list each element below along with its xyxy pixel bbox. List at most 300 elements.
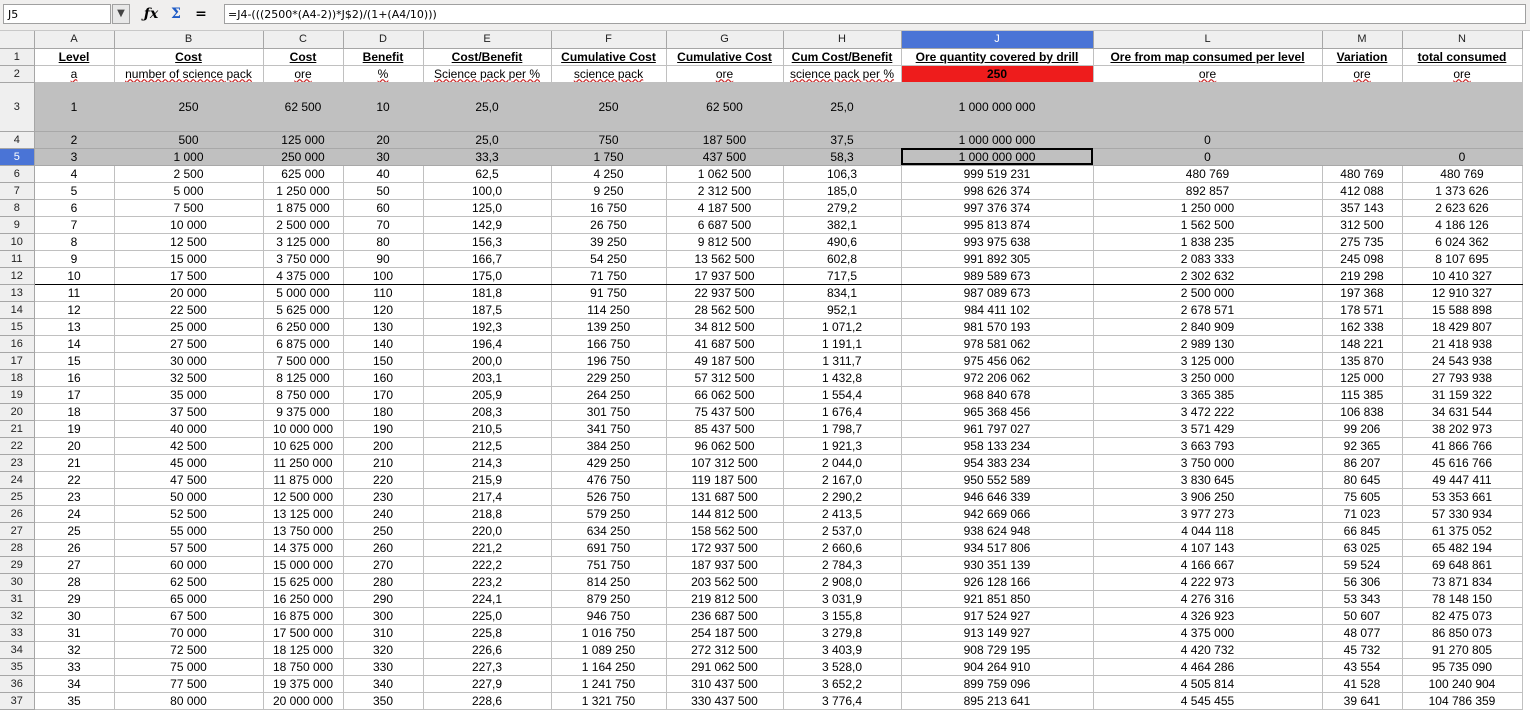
cell-d7[interactable]: 50 [343, 182, 423, 199]
cell-g22[interactable]: 96 062 500 [666, 437, 783, 454]
column-header-a[interactable]: A [34, 31, 114, 48]
cell-c7[interactable]: 1 250 000 [263, 182, 343, 199]
cell-m14[interactable]: 178 571 [1322, 301, 1402, 318]
cell-h5[interactable]: 58,3 [783, 148, 901, 165]
cell-l12[interactable]: 2 302 632 [1093, 267, 1322, 284]
cell-n29[interactable]: 69 648 861 [1402, 556, 1522, 573]
cell-g15[interactable]: 34 812 500 [666, 318, 783, 335]
cell-g34[interactable]: 272 312 500 [666, 641, 783, 658]
cell-d1[interactable]: Benefit [343, 48, 423, 65]
cell-j28[interactable]: 934 517 806 [901, 539, 1093, 556]
cell-m4[interactable] [1322, 131, 1402, 148]
cell-b15[interactable]: 25 000 [114, 318, 263, 335]
cell-c4[interactable]: 125 000 [263, 131, 343, 148]
cell-h30[interactable]: 2 908,0 [783, 573, 901, 590]
cell-m23[interactable]: 86 207 [1322, 454, 1402, 471]
cell-j19[interactable]: 968 840 678 [901, 386, 1093, 403]
cell-d31[interactable]: 290 [343, 590, 423, 607]
cell-f4[interactable]: 750 [551, 131, 666, 148]
cell-n26[interactable]: 57 330 934 [1402, 505, 1522, 522]
cell-m18[interactable]: 125 000 [1322, 369, 1402, 386]
cell-b21[interactable]: 40 000 [114, 420, 263, 437]
cell-m28[interactable]: 63 025 [1322, 539, 1402, 556]
cell-d33[interactable]: 310 [343, 624, 423, 641]
cell-f31[interactable]: 879 250 [551, 590, 666, 607]
cell-j14[interactable]: 984 411 102 [901, 301, 1093, 318]
cell-a11[interactable]: 9 [34, 250, 114, 267]
cell-g32[interactable]: 236 687 500 [666, 607, 783, 624]
cell-m1[interactable]: Variation [1322, 48, 1402, 65]
row-header-3[interactable]: 3 [0, 82, 34, 131]
cell-c13[interactable]: 5 000 000 [263, 284, 343, 301]
cell-a1[interactable]: Level [34, 48, 114, 65]
cell-d8[interactable]: 60 [343, 199, 423, 216]
cell-d20[interactable]: 180 [343, 403, 423, 420]
cell-b16[interactable]: 27 500 [114, 335, 263, 352]
cell-e9[interactable]: 142,9 [423, 216, 551, 233]
formula-input[interactable]: =J4-(((2500*(A4-2))*J$2)/(1+(A4/10))) [224, 4, 1526, 24]
cell-l11[interactable]: 2 083 333 [1093, 250, 1322, 267]
cell-h31[interactable]: 3 031,9 [783, 590, 901, 607]
cell-n6[interactable]: 480 769 [1402, 165, 1522, 182]
cell-c22[interactable]: 10 625 000 [263, 437, 343, 454]
cell-g10[interactable]: 9 812 500 [666, 233, 783, 250]
row-header-13[interactable]: 13 [0, 284, 34, 301]
cell-j13[interactable]: 987 089 673 [901, 284, 1093, 301]
cell-a16[interactable]: 14 [34, 335, 114, 352]
cell-a12[interactable]: 10 [34, 267, 114, 284]
cell-l3[interactable] [1093, 82, 1322, 131]
cell-a7[interactable]: 5 [34, 182, 114, 199]
cell-h33[interactable]: 3 279,8 [783, 624, 901, 641]
cell-h19[interactable]: 1 554,4 [783, 386, 901, 403]
cell-m29[interactable]: 59 524 [1322, 556, 1402, 573]
cell-d23[interactable]: 210 [343, 454, 423, 471]
cell-n17[interactable]: 24 543 938 [1402, 352, 1522, 369]
cell-f30[interactable]: 814 250 [551, 573, 666, 590]
cell-a29[interactable]: 27 [34, 556, 114, 573]
cell-e18[interactable]: 203,1 [423, 369, 551, 386]
cell-e28[interactable]: 221,2 [423, 539, 551, 556]
cell-e22[interactable]: 212,5 [423, 437, 551, 454]
cell-n19[interactable]: 31 159 322 [1402, 386, 1522, 403]
cell-j3[interactable]: 1 000 000 000 [901, 82, 1093, 131]
cell-h21[interactable]: 1 798,7 [783, 420, 901, 437]
cell-g12[interactable]: 17 937 500 [666, 267, 783, 284]
cell-n25[interactable]: 53 353 661 [1402, 488, 1522, 505]
row-header-7[interactable]: 7 [0, 182, 34, 199]
cell-f29[interactable]: 751 750 [551, 556, 666, 573]
cell-c9[interactable]: 2 500 000 [263, 216, 343, 233]
cell-h29[interactable]: 2 784,3 [783, 556, 901, 573]
cell-a9[interactable]: 7 [34, 216, 114, 233]
cell-e5[interactable]: 33,3 [423, 148, 551, 165]
cell-e3[interactable]: 25,0 [423, 82, 551, 131]
cell-e34[interactable]: 226,6 [423, 641, 551, 658]
cell-j37[interactable]: 895 213 641 [901, 692, 1093, 709]
cell-h6[interactable]: 106,3 [783, 165, 901, 182]
cell-b32[interactable]: 67 500 [114, 607, 263, 624]
row-header-11[interactable]: 11 [0, 250, 34, 267]
cell-d37[interactable]: 350 [343, 692, 423, 709]
cell-l24[interactable]: 3 830 645 [1093, 471, 1322, 488]
cell-b17[interactable]: 30 000 [114, 352, 263, 369]
cell-f10[interactable]: 39 250 [551, 233, 666, 250]
cell-a32[interactable]: 30 [34, 607, 114, 624]
row-header-23[interactable]: 23 [0, 454, 34, 471]
cell-g33[interactable]: 254 187 500 [666, 624, 783, 641]
row-header-31[interactable]: 31 [0, 590, 34, 607]
cell-l18[interactable]: 3 250 000 [1093, 369, 1322, 386]
cell-c29[interactable]: 15 000 000 [263, 556, 343, 573]
row-header-10[interactable]: 10 [0, 233, 34, 250]
cell-n21[interactable]: 38 202 973 [1402, 420, 1522, 437]
cell-f34[interactable]: 1 089 250 [551, 641, 666, 658]
cell-e29[interactable]: 222,2 [423, 556, 551, 573]
cell-j10[interactable]: 993 975 638 [901, 233, 1093, 250]
cell-b24[interactable]: 47 500 [114, 471, 263, 488]
cell-f22[interactable]: 384 250 [551, 437, 666, 454]
cell-n13[interactable]: 12 910 327 [1402, 284, 1522, 301]
cell-n11[interactable]: 8 107 695 [1402, 250, 1522, 267]
cell-d32[interactable]: 300 [343, 607, 423, 624]
cell-j33[interactable]: 913 149 927 [901, 624, 1093, 641]
equals-icon[interactable]: = [195, 6, 207, 22]
cell-m34[interactable]: 45 732 [1322, 641, 1402, 658]
cell-e10[interactable]: 156,3 [423, 233, 551, 250]
cell-b7[interactable]: 5 000 [114, 182, 263, 199]
cell-l16[interactable]: 2 989 130 [1093, 335, 1322, 352]
cell-a37[interactable]: 35 [34, 692, 114, 709]
cell-l31[interactable]: 4 276 316 [1093, 590, 1322, 607]
cell-e2[interactable]: Science pack per % [423, 65, 551, 82]
cell-l6[interactable]: 480 769 [1093, 165, 1322, 182]
row-header-6[interactable]: 6 [0, 165, 34, 182]
cell-j25[interactable]: 946 646 339 [901, 488, 1093, 505]
cell-n32[interactable]: 82 475 073 [1402, 607, 1522, 624]
cell-m32[interactable]: 50 607 [1322, 607, 1402, 624]
cell-m26[interactable]: 71 023 [1322, 505, 1402, 522]
column-header-n[interactable]: N [1402, 31, 1522, 48]
cell-d21[interactable]: 190 [343, 420, 423, 437]
cell-j17[interactable]: 975 456 062 [901, 352, 1093, 369]
cell-j1[interactable]: Ore quantity covered by drill [901, 48, 1093, 65]
cell-m16[interactable]: 148 221 [1322, 335, 1402, 352]
row-header-30[interactable]: 30 [0, 573, 34, 590]
cell-f37[interactable]: 1 321 750 [551, 692, 666, 709]
cell-a18[interactable]: 16 [34, 369, 114, 386]
row-header-18[interactable]: 18 [0, 369, 34, 386]
cell-n18[interactable]: 27 793 938 [1402, 369, 1522, 386]
cell-g14[interactable]: 28 562 500 [666, 301, 783, 318]
cell-d25[interactable]: 230 [343, 488, 423, 505]
cell-h3[interactable]: 25,0 [783, 82, 901, 131]
cell-n4[interactable] [1402, 131, 1522, 148]
cell-b5[interactable]: 1 000 [114, 148, 263, 165]
row-header-21[interactable]: 21 [0, 420, 34, 437]
cell-n2[interactable]: ore [1402, 65, 1522, 82]
cell-b20[interactable]: 37 500 [114, 403, 263, 420]
cell-g9[interactable]: 6 687 500 [666, 216, 783, 233]
cell-j16[interactable]: 978 581 062 [901, 335, 1093, 352]
cell-g23[interactable]: 107 312 500 [666, 454, 783, 471]
cell-m3[interactable] [1322, 82, 1402, 131]
cell-b13[interactable]: 20 000 [114, 284, 263, 301]
cell-m12[interactable]: 219 298 [1322, 267, 1402, 284]
cell-b31[interactable]: 65 000 [114, 590, 263, 607]
row-header-33[interactable]: 33 [0, 624, 34, 641]
cell-b30[interactable]: 62 500 [114, 573, 263, 590]
row-header-26[interactable]: 26 [0, 505, 34, 522]
cell-e32[interactable]: 225,0 [423, 607, 551, 624]
cell-c27[interactable]: 13 750 000 [263, 522, 343, 539]
cell-g21[interactable]: 85 437 500 [666, 420, 783, 437]
cell-c19[interactable]: 8 750 000 [263, 386, 343, 403]
cell-g4[interactable]: 187 500 [666, 131, 783, 148]
cell-c21[interactable]: 10 000 000 [263, 420, 343, 437]
cell-m24[interactable]: 80 645 [1322, 471, 1402, 488]
cell-h24[interactable]: 2 167,0 [783, 471, 901, 488]
cell-g19[interactable]: 66 062 500 [666, 386, 783, 403]
cell-d19[interactable]: 170 [343, 386, 423, 403]
cell-b26[interactable]: 52 500 [114, 505, 263, 522]
cell-f14[interactable]: 114 250 [551, 301, 666, 318]
cell-f26[interactable]: 579 250 [551, 505, 666, 522]
cell-e33[interactable]: 225,8 [423, 624, 551, 641]
cell-n35[interactable]: 95 735 090 [1402, 658, 1522, 675]
cell-j6[interactable]: 999 519 231 [901, 165, 1093, 182]
cell-e25[interactable]: 217,4 [423, 488, 551, 505]
cell-n27[interactable]: 61 375 052 [1402, 522, 1522, 539]
cell-l29[interactable]: 4 166 667 [1093, 556, 1322, 573]
cell-d26[interactable]: 240 [343, 505, 423, 522]
cell-g30[interactable]: 203 562 500 [666, 573, 783, 590]
cell-e37[interactable]: 228,6 [423, 692, 551, 709]
cell-j26[interactable]: 942 669 066 [901, 505, 1093, 522]
cell-c30[interactable]: 15 625 000 [263, 573, 343, 590]
cell-l23[interactable]: 3 750 000 [1093, 454, 1322, 471]
cell-g8[interactable]: 4 187 500 [666, 199, 783, 216]
cell-m15[interactable]: 162 338 [1322, 318, 1402, 335]
cell-e23[interactable]: 214,3 [423, 454, 551, 471]
column-header-f[interactable]: F [551, 31, 666, 48]
cell-b14[interactable]: 22 500 [114, 301, 263, 318]
cell-a33[interactable]: 31 [34, 624, 114, 641]
cell-a3[interactable]: 1 [34, 82, 114, 131]
cell-g29[interactable]: 187 937 500 [666, 556, 783, 573]
cell-h11[interactable]: 602,8 [783, 250, 901, 267]
cell-h35[interactable]: 3 528,0 [783, 658, 901, 675]
cell-d5[interactable]: 30 [343, 148, 423, 165]
cell-h4[interactable]: 37,5 [783, 131, 901, 148]
cell-h25[interactable]: 2 290,2 [783, 488, 901, 505]
cell-c20[interactable]: 9 375 000 [263, 403, 343, 420]
cell-e30[interactable]: 223,2 [423, 573, 551, 590]
cell-e6[interactable]: 62,5 [423, 165, 551, 182]
cell-m5[interactable] [1322, 148, 1402, 165]
cell-m22[interactable]: 92 365 [1322, 437, 1402, 454]
row-header-28[interactable]: 28 [0, 539, 34, 556]
cell-a14[interactable]: 12 [34, 301, 114, 318]
cell-l34[interactable]: 4 420 732 [1093, 641, 1322, 658]
cell-h2[interactable]: science pack per % [783, 65, 901, 82]
cell-g5[interactable]: 437 500 [666, 148, 783, 165]
cell-e21[interactable]: 210,5 [423, 420, 551, 437]
cell-n20[interactable]: 34 631 544 [1402, 403, 1522, 420]
cell-m7[interactable]: 412 088 [1322, 182, 1402, 199]
cell-m21[interactable]: 99 206 [1322, 420, 1402, 437]
cell-e12[interactable]: 175,0 [423, 267, 551, 284]
row-header-17[interactable]: 17 [0, 352, 34, 369]
cell-h37[interactable]: 3 776,4 [783, 692, 901, 709]
cell-n12[interactable]: 10 410 327 [1402, 267, 1522, 284]
cell-f18[interactable]: 229 250 [551, 369, 666, 386]
cell-n1[interactable]: total consumed [1402, 48, 1522, 65]
cell-a23[interactable]: 21 [34, 454, 114, 471]
chevron-down-icon[interactable]: ▼ [112, 4, 130, 24]
cell-f15[interactable]: 139 250 [551, 318, 666, 335]
cell-l22[interactable]: 3 663 793 [1093, 437, 1322, 454]
cell-m33[interactable]: 48 077 [1322, 624, 1402, 641]
cell-h17[interactable]: 1 311,7 [783, 352, 901, 369]
cell-f11[interactable]: 54 250 [551, 250, 666, 267]
cell-f28[interactable]: 691 750 [551, 539, 666, 556]
cell-f19[interactable]: 264 250 [551, 386, 666, 403]
cell-d18[interactable]: 160 [343, 369, 423, 386]
cell-a27[interactable]: 25 [34, 522, 114, 539]
cell-b23[interactable]: 45 000 [114, 454, 263, 471]
row-header-15[interactable]: 15 [0, 318, 34, 335]
cell-g2[interactable]: ore [666, 65, 783, 82]
cell-g13[interactable]: 22 937 500 [666, 284, 783, 301]
cell-e31[interactable]: 224,1 [423, 590, 551, 607]
cell-b4[interactable]: 500 [114, 131, 263, 148]
cell-c18[interactable]: 8 125 000 [263, 369, 343, 386]
cell-c10[interactable]: 3 125 000 [263, 233, 343, 250]
cell-n16[interactable]: 21 418 938 [1402, 335, 1522, 352]
cell-a26[interactable]: 24 [34, 505, 114, 522]
cell-h12[interactable]: 717,5 [783, 267, 901, 284]
cell-a4[interactable]: 2 [34, 131, 114, 148]
cell-l28[interactable]: 4 107 143 [1093, 539, 1322, 556]
cell-d4[interactable]: 20 [343, 131, 423, 148]
cell-f13[interactable]: 91 750 [551, 284, 666, 301]
cell-c23[interactable]: 11 250 000 [263, 454, 343, 471]
cell-j36[interactable]: 899 759 096 [901, 675, 1093, 692]
cell-f36[interactable]: 1 241 750 [551, 675, 666, 692]
cell-d6[interactable]: 40 [343, 165, 423, 182]
column-header-e[interactable]: E [423, 31, 551, 48]
cell-m31[interactable]: 53 343 [1322, 590, 1402, 607]
cell-l2[interactable]: ore [1093, 65, 1322, 82]
cell-f21[interactable]: 341 750 [551, 420, 666, 437]
cell-n36[interactable]: 100 240 904 [1402, 675, 1522, 692]
cell-b25[interactable]: 50 000 [114, 488, 263, 505]
cell-d28[interactable]: 260 [343, 539, 423, 556]
cell-b11[interactable]: 15 000 [114, 250, 263, 267]
cell-c5[interactable]: 250 000 [263, 148, 343, 165]
row-header-37[interactable]: 37 [0, 692, 34, 709]
cell-c24[interactable]: 11 875 000 [263, 471, 343, 488]
cell-d12[interactable]: 100 [343, 267, 423, 284]
cell-g17[interactable]: 49 187 500 [666, 352, 783, 369]
cell-b28[interactable]: 57 500 [114, 539, 263, 556]
cell-e14[interactable]: 187,5 [423, 301, 551, 318]
cell-f35[interactable]: 1 164 250 [551, 658, 666, 675]
cell-d10[interactable]: 80 [343, 233, 423, 250]
cell-j23[interactable]: 954 383 234 [901, 454, 1093, 471]
cell-a35[interactable]: 33 [34, 658, 114, 675]
cell-e8[interactable]: 125,0 [423, 199, 551, 216]
cell-d9[interactable]: 70 [343, 216, 423, 233]
cell-g6[interactable]: 1 062 500 [666, 165, 783, 182]
cell-a31[interactable]: 29 [34, 590, 114, 607]
cell-g27[interactable]: 158 562 500 [666, 522, 783, 539]
cell-h7[interactable]: 185,0 [783, 182, 901, 199]
cell-e1[interactable]: Cost/Benefit [423, 48, 551, 65]
cell-g36[interactable]: 310 437 500 [666, 675, 783, 692]
cell-f24[interactable]: 476 750 [551, 471, 666, 488]
cell-a36[interactable]: 34 [34, 675, 114, 692]
cell-j12[interactable]: 989 589 673 [901, 267, 1093, 284]
cell-g16[interactable]: 41 687 500 [666, 335, 783, 352]
row-header-19[interactable]: 19 [0, 386, 34, 403]
cell-a15[interactable]: 13 [34, 318, 114, 335]
cell-c8[interactable]: 1 875 000 [263, 199, 343, 216]
cell-l27[interactable]: 4 044 118 [1093, 522, 1322, 539]
cell-j11[interactable]: 991 892 305 [901, 250, 1093, 267]
cell-b22[interactable]: 42 500 [114, 437, 263, 454]
row-header-20[interactable]: 20 [0, 403, 34, 420]
cell-m9[interactable]: 312 500 [1322, 216, 1402, 233]
cell-l17[interactable]: 3 125 000 [1093, 352, 1322, 369]
cell-b29[interactable]: 60 000 [114, 556, 263, 573]
cell-b2[interactable]: number of science pack [114, 65, 263, 82]
column-header-c[interactable]: C [263, 31, 343, 48]
cell-e36[interactable]: 227,9 [423, 675, 551, 692]
cell-n37[interactable]: 104 786 359 [1402, 692, 1522, 709]
cell-h36[interactable]: 3 652,2 [783, 675, 901, 692]
cell-l15[interactable]: 2 840 909 [1093, 318, 1322, 335]
cell-l13[interactable]: 2 500 000 [1093, 284, 1322, 301]
cell-a24[interactable]: 22 [34, 471, 114, 488]
row-header-22[interactable]: 22 [0, 437, 34, 454]
cell-f6[interactable]: 4 250 [551, 165, 666, 182]
cell-c12[interactable]: 4 375 000 [263, 267, 343, 284]
cell-c3[interactable]: 62 500 [263, 82, 343, 131]
row-header-34[interactable]: 34 [0, 641, 34, 658]
cell-d15[interactable]: 130 [343, 318, 423, 335]
sigma-icon[interactable]: Σ [171, 6, 181, 22]
cell-j22[interactable]: 958 133 234 [901, 437, 1093, 454]
cell-d14[interactable]: 120 [343, 301, 423, 318]
cell-d34[interactable]: 320 [343, 641, 423, 658]
row-header-1[interactable]: 1 [0, 48, 34, 65]
cell-l36[interactable]: 4 505 814 [1093, 675, 1322, 692]
cell-e20[interactable]: 208,3 [423, 403, 551, 420]
cell-n5[interactable]: 0 [1402, 148, 1522, 165]
row-header-36[interactable]: 36 [0, 675, 34, 692]
cell-c15[interactable]: 6 250 000 [263, 318, 343, 335]
cell-h9[interactable]: 382,1 [783, 216, 901, 233]
cell-c32[interactable]: 16 875 000 [263, 607, 343, 624]
cell-c25[interactable]: 12 500 000 [263, 488, 343, 505]
row-header-4[interactable]: 4 [0, 131, 34, 148]
cell-d35[interactable]: 330 [343, 658, 423, 675]
cell-j34[interactable]: 908 729 195 [901, 641, 1093, 658]
cell-a25[interactable]: 23 [34, 488, 114, 505]
row-header-29[interactable]: 29 [0, 556, 34, 573]
